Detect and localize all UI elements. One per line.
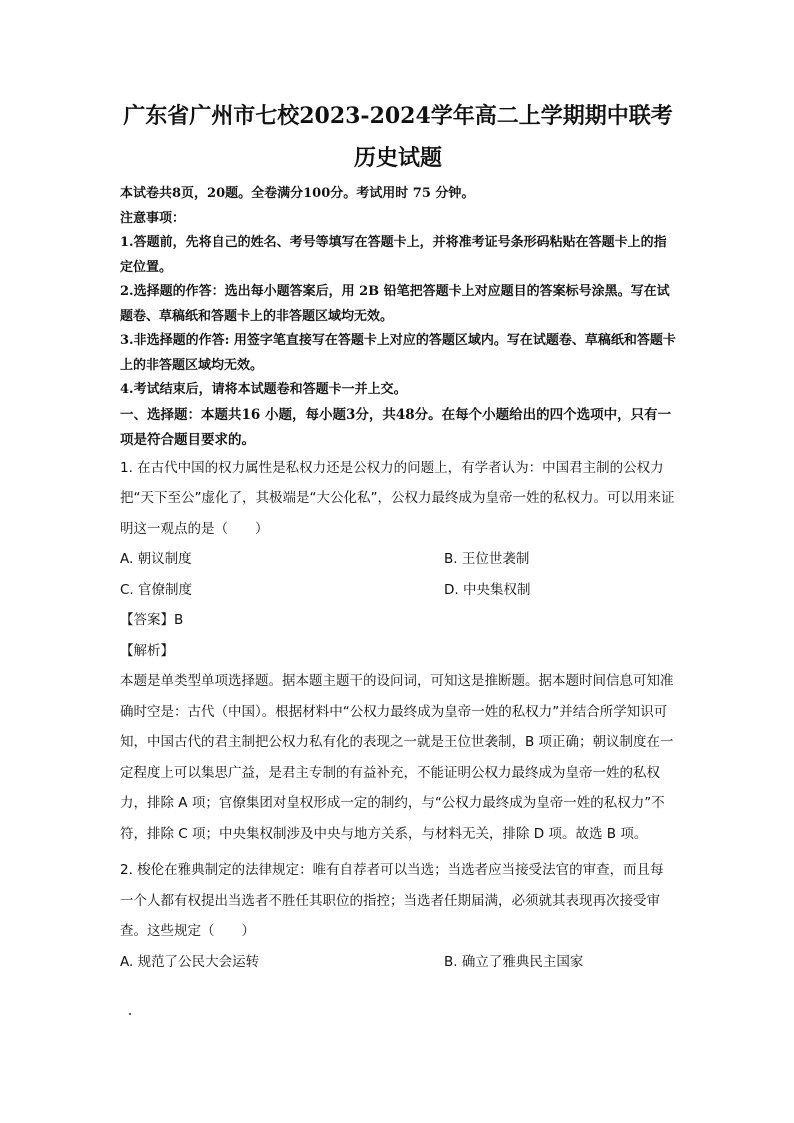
notice-item: 4.考试结束后，请将本试题卷和答题卡一并上交。	[120, 382, 407, 397]
question-2	[120, 855, 676, 977]
analysis-label: 【解析】	[120, 642, 174, 659]
option-row	[120, 947, 676, 978]
option-c: C. 官僚制度	[120, 581, 193, 598]
notice-block	[120, 182, 676, 403]
option-a: A. 朝议制度	[120, 551, 192, 567]
exam-page	[120, 96, 676, 977]
option-b: B. 王位世袭制	[444, 551, 530, 567]
option-d: D. 中央集权制	[444, 581, 531, 598]
question-stem: 2. 梭伦在雅典制定的法律规定：唯有自荐者可以当选；当选者应当接受法官的审查，而且每一个人都有权提出当选者不胜任其职位的指控；当选者任期届满，必须就其表现再次接受审查。这些规定（ ）	[120, 862, 664, 939]
notice-heading: 注意事项：	[120, 210, 186, 226]
option-a: A. 规范了公民大会运转	[120, 953, 260, 970]
exam-intro: 本试卷共8页，20题。全卷满分100分。考试用时 75 分钟。	[120, 186, 475, 201]
option-row	[120, 575, 676, 606]
section-heading: 一、选择题：本题共16 小题，每小题3分，共48分。在每个小题给出的四个选项中，只有一项是符合题目要求的。	[120, 406, 672, 448]
option-b: B. 确立了雅典民主国家	[444, 953, 584, 970]
scan-speck	[129, 1013, 131, 1015]
notice-item: 2.选择题的作答：选出每小题答案后，用 2B 铅笔把答题卡上对应题目的答案标号涂黑。写在试题卷、草稿纸和答题卡上的非答题区域均无效。	[120, 284, 670, 324]
analysis-text: 本题是单类型单项选择题。据本题主题干的设问词，可知这是推断题。据本题时间信息可知准确时空是：古代（中国）。根据材料中“公权力最终成为皇帝一姓的私权力”并结合所学知识可知，中国古代的君主制把公权力私有化的表现之一就是王位世袭制，B 项正确；朝议制度在一定程度上可以集思广益，是君主专制的有益补充，不能证明公权力最终成为皇帝一姓的私权力，排除 A 项；官僚集团对皇权形成一定的制约，与“公权力最终成为皇帝一姓的私权力”不符，排除 C 项；中央集权制涉及中央与地方关系，与材料无关，排除 D 项。故选 B 项。	[120, 673, 674, 842]
answer-line: 【答案】B	[120, 612, 184, 628]
notice-item: 1.答题前，先将自己的姓名、考号等填写在答题卡上，并将准考证号条形码粘贴在答题卡上的指定位置。	[120, 235, 667, 275]
page-title: 广东省广州市七校2023-2024学年高二上学期期中联考	[123, 103, 673, 129]
page-subtitle: 历史试题	[353, 145, 442, 171]
option-row	[120, 544, 676, 575]
question-1	[120, 453, 676, 850]
notice-item: 3.非选择题的作答: 用签字笔直接写在答题卡上对应的答题区域内。写在试题卷、草稿纸和答题卡上的非答题区域均无效。	[120, 333, 676, 373]
question-stem: 1. 在古代中国的权力属性是私权力还是公权力的问题上，有学者认为：中国君主制的公权力把“天下至公”虚化了，其极端是“大公化私”，公权力最终成为皇帝一姓的私权力。可以用来证明这一观点的是（ ）	[120, 459, 675, 537]
